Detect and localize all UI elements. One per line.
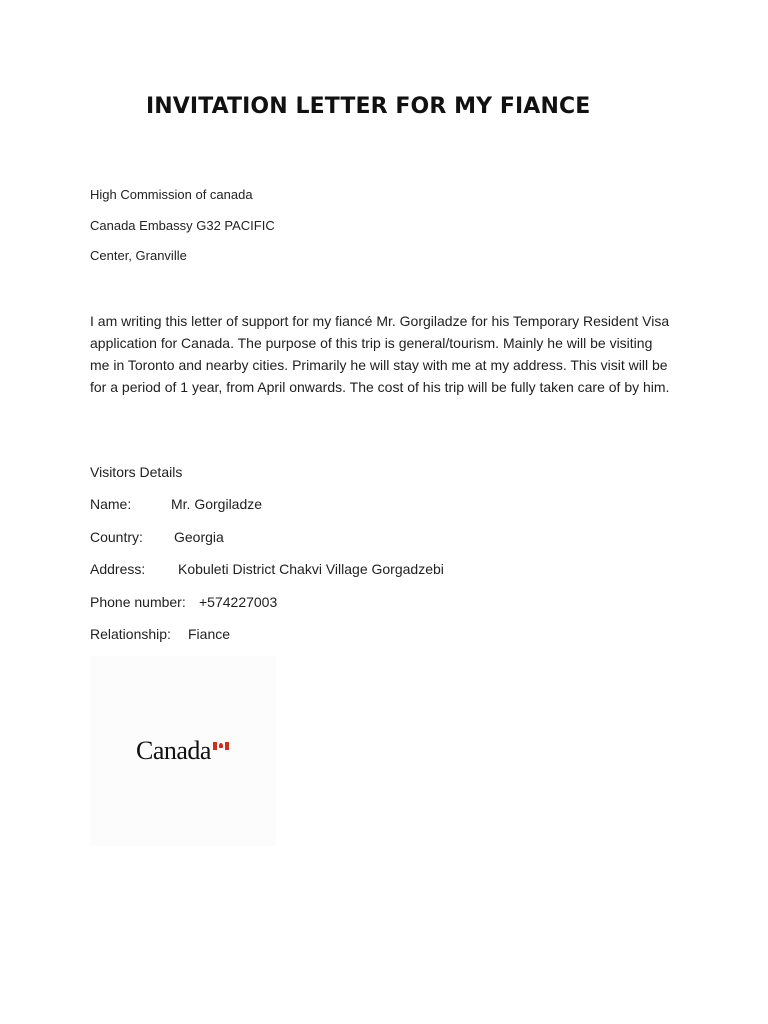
- detail-value-address: Kobuleti District Chakvi Village Gorgadzebi: [178, 561, 444, 577]
- canada-wordmark: Canada: [136, 736, 211, 765]
- letter-title: INVITATION LETTER FOR MY FIANCE: [146, 94, 591, 119]
- canada-logo: [90, 656, 276, 846]
- detail-row-relationship: [90, 626, 230, 642]
- detail-label-address: Address:: [90, 561, 146, 577]
- visitors-details-heading: Visitors Details: [90, 464, 183, 480]
- detail-label-country: Country:: [90, 529, 143, 545]
- detail-row-name: [90, 496, 262, 512]
- detail-label-name: Name:: [90, 496, 132, 512]
- letter-body-paragraph: I am writing this letter of support for my fiancé Mr. Gorgiladze for his Temporary Resident Visa application for Canada. The purpose of this trip is general/tourism. Mainly he will be visiting me in Toronto and nearby cities. Primarily he will stay with me at my address. This visit will be for a period of 1 year, from April onwards. The cost of his trip will be fully taken care of by him.: [90, 313, 670, 395]
- detail-row-phone: [90, 594, 277, 610]
- detail-label-relationship: Relationship:: [90, 626, 171, 642]
- detail-value-name: Mr. Gorgiladze: [171, 496, 263, 512]
- detail-label-phone: Phone number:: [90, 594, 186, 610]
- address-line-1: High Commission of canada: [90, 187, 253, 202]
- detail-value-relationship: Fiance: [188, 626, 231, 642]
- detail-row-country: [90, 529, 224, 545]
- detail-value-country: Georgia: [174, 529, 224, 545]
- address-line-2: Canada Embassy G32 PACIFIC: [90, 218, 275, 233]
- address-line-3: Center, Granville: [90, 248, 187, 263]
- canada-flag-icon: [213, 742, 229, 750]
- detail-value-phone: +574227003: [199, 594, 278, 610]
- detail-row-address: [90, 561, 444, 577]
